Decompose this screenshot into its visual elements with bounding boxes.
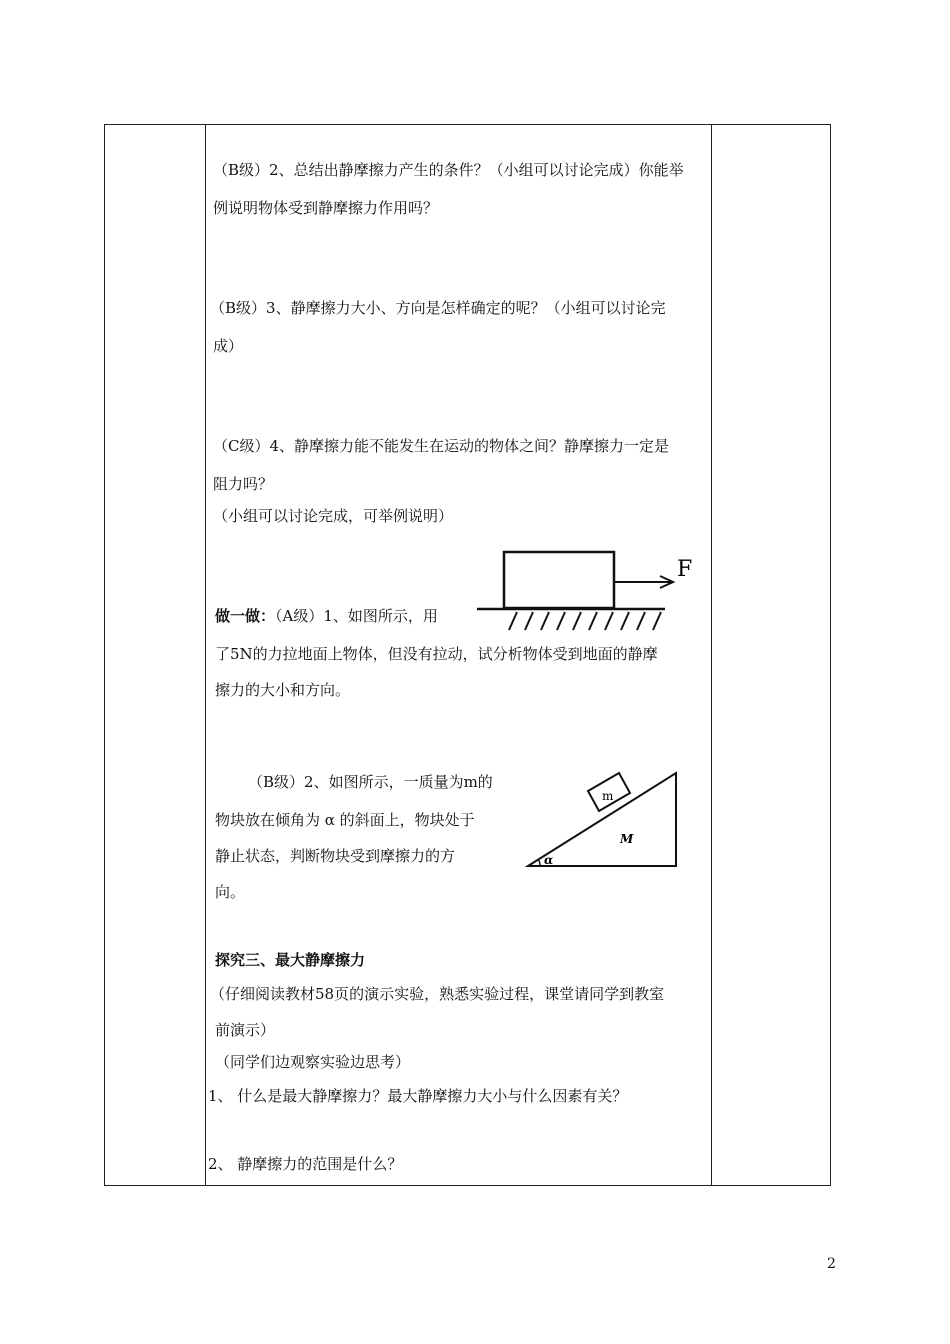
exercise2-line1: （B级）2、如图所示，一质量为m的 xyxy=(248,773,493,791)
inquiry3-item1: 1、 什么是最大静摩擦力？最大静摩擦力大小与什么因素有关？ xyxy=(208,1087,628,1105)
page-number: 2 xyxy=(827,1256,836,1272)
force-label: F xyxy=(677,557,693,582)
q4-line1: （C级）4、静摩擦力能不能发生在运动的物体之间？静摩擦力一定是 xyxy=(213,437,670,455)
q2-line2: 例说明物体受到静摩擦力作用吗？ xyxy=(213,199,439,217)
exercise1-line1 xyxy=(215,606,438,626)
exercise2-line2: 物块放在倾角为 α 的斜面上，物块处于 xyxy=(215,811,475,829)
ground-hatching xyxy=(509,612,661,630)
inquiry3-item2: 2、 静摩擦力的范围是什么？ xyxy=(208,1155,403,1173)
right-column-divider xyxy=(711,125,712,1185)
exercise-heading: 做一做： xyxy=(215,607,276,625)
angle-arc xyxy=(538,859,540,866)
exercise1-line2: 了5N的力拉地面上物体，但没有拉动，试分析物体受到地面的静摩 xyxy=(215,645,658,663)
exercise1-text: （A级）1、如图所示，用 xyxy=(275,607,438,625)
angle-label: α xyxy=(544,853,554,867)
q4-line3: （小组可以讨论完成，可举例说明） xyxy=(213,507,454,525)
wedge-label: M xyxy=(620,832,634,846)
block-on-ground-figure xyxy=(475,548,700,638)
inquiry3-line2: 前演示） xyxy=(215,1021,276,1039)
exercise2-line3: 静止状态，判断物块受到摩擦力的方 xyxy=(215,847,456,865)
exercise1-line3: 擦力的大小和方向。 xyxy=(215,681,351,699)
q4-line2: 阻力吗？ xyxy=(213,475,274,493)
q3-line2: 成） xyxy=(213,337,244,355)
inquiry3-line1: （仔细阅读教材58页的演示实验，熟悉实验过程，课堂请同学到教室 xyxy=(210,985,665,1003)
incline-figure xyxy=(522,768,684,872)
exercise2-line4: 向。 xyxy=(215,883,246,901)
block xyxy=(504,552,614,608)
q2-line1: （B级）2、总结出静摩擦力产生的条件？（小组可以讨论完成）你能举 xyxy=(213,161,684,179)
inquiry3-title: 探究三、最大静摩擦力 xyxy=(215,951,366,969)
inquiry3-line3: （同学们边观察实验边思考） xyxy=(215,1053,411,1071)
block-label: m xyxy=(602,789,614,803)
left-column-divider xyxy=(205,125,206,1185)
q3-line1: （B级）3、静摩擦力大小、方向是怎样确定的呢？（小组可以讨论完 xyxy=(210,299,666,317)
